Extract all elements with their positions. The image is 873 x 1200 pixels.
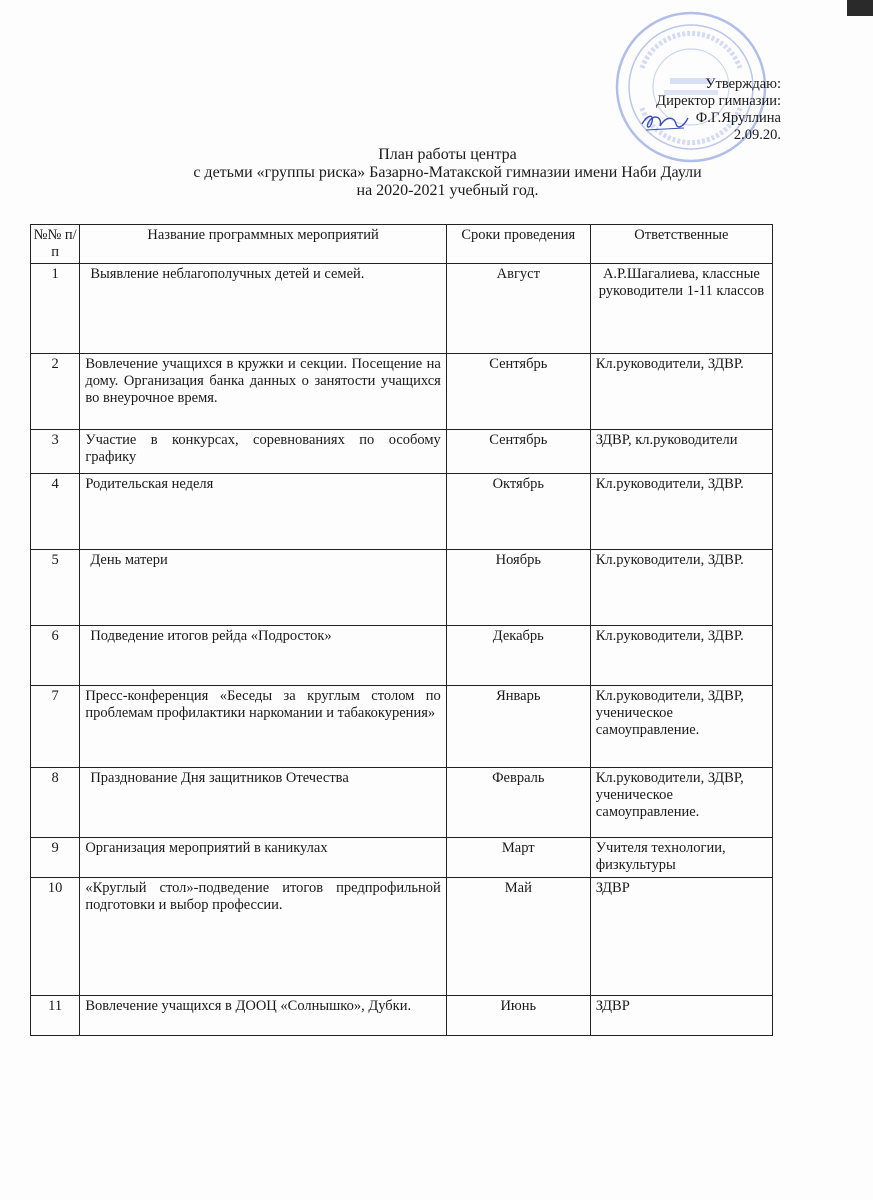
row-number: 10: [31, 878, 80, 996]
row-event: Вовлечение учащихся в ДООЦ «Солнышко», Дубки.: [80, 996, 446, 1036]
table-row: [31, 878, 773, 996]
table-row: [31, 474, 773, 550]
plan-table: [30, 224, 773, 1036]
row-responsible: ЗДВР: [590, 878, 772, 996]
row-date: Июнь: [446, 996, 590, 1036]
row-date: Сентябрь: [446, 430, 590, 474]
row-event: Пресс-конференция «Беседы за круглым столом по проблемам профилактики наркомании и табакокурения»: [80, 686, 446, 768]
row-date: Январь: [446, 686, 590, 768]
row-responsible: Кл.руководители, ЗДВР.: [590, 474, 772, 550]
row-event: Организация мероприятий в каникулах: [80, 838, 446, 878]
row-event: День матери: [80, 550, 446, 626]
row-responsible: Кл.руководители, ЗДВР, ученическое самоуправление.: [590, 768, 772, 838]
scan-edge-mark: [847, 0, 873, 16]
title-line-1: План работы центра: [378, 146, 517, 163]
row-date: Октябрь: [446, 474, 590, 550]
header-responsible: Ответственные: [590, 225, 772, 264]
row-event: Участие в конкурсах, соревнованиях по особому графику: [80, 430, 446, 474]
row-event: Родительская неделя: [80, 474, 446, 550]
header-date: Сроки проведения: [446, 225, 590, 264]
row-number: 2: [31, 354, 80, 430]
row-date: Март: [446, 838, 590, 878]
title-line-3: на 2020-2021 учебный год.: [356, 182, 539, 199]
table-row: [31, 264, 773, 354]
row-number: 5: [31, 550, 80, 626]
row-date: Декабрь: [446, 626, 590, 686]
row-date: Сентябрь: [446, 354, 590, 430]
table-row: [31, 430, 773, 474]
row-date: Август: [446, 264, 590, 354]
header-number: №№ п/п: [31, 225, 80, 264]
row-event: Вовлечение учащихся в кружки и секции. Посещение на дому. Организация банка данных о занятости учащихся во внеурочное время.: [80, 354, 446, 430]
approval-line-4: 2.09.20.: [733, 127, 781, 143]
row-responsible: ЗДВР: [590, 996, 772, 1036]
table-row: [31, 550, 773, 626]
row-number: 3: [31, 430, 80, 474]
document-title: [0, 146, 873, 200]
row-date: Май: [446, 878, 590, 996]
table-row: [31, 996, 773, 1036]
row-responsible: А.Р.Шагалиева, классные руководители 1-11 классов: [590, 264, 772, 354]
approval-line-3: Ф.Г.Яруллина: [695, 110, 781, 126]
row-event: Подведение итогов рейда «Подросток»: [80, 626, 446, 686]
row-responsible: Кл.руководители, ЗДВР.: [590, 550, 772, 626]
row-event: Выявление неблагополучных детей и семей.: [80, 264, 446, 354]
row-date: Февраль: [446, 768, 590, 838]
table-row: [31, 768, 773, 838]
table-header-row: [31, 225, 773, 264]
header-event: Название программных мероприятий: [80, 225, 446, 264]
row-number: 6: [31, 626, 80, 686]
row-number: 7: [31, 686, 80, 768]
row-responsible: Кл.руководители, ЗДВР.: [590, 626, 772, 686]
approval-line-2: Директор гимназии:: [656, 93, 781, 109]
director-signature: [640, 110, 690, 134]
table-row: [31, 626, 773, 686]
row-number: 9: [31, 838, 80, 878]
row-responsible: ЗДВР, кл.руководители: [590, 430, 772, 474]
row-number: 11: [31, 996, 80, 1036]
row-responsible: Кл.руководители, ЗДВР, ученическое самоуправление.: [590, 686, 772, 768]
table-row: [31, 354, 773, 430]
row-event: «Круглый стол»-подведение итогов предпрофильной подготовки и выбор профессии.: [80, 878, 446, 996]
title-line-2: с детьми «группы риска» Базарно-Матакской гимназии имени Наби Даули: [193, 164, 702, 181]
row-date: Ноябрь: [446, 550, 590, 626]
row-number: 4: [31, 474, 80, 550]
row-responsible: Учителя технологии, физкультуры: [590, 838, 772, 878]
table-row: [31, 838, 773, 878]
row-number: 1: [31, 264, 80, 354]
table-row: [31, 686, 773, 768]
row-number: 8: [31, 768, 80, 838]
row-responsible: Кл.руководители, ЗДВР.: [590, 354, 772, 430]
approval-line-1: Утверждаю:: [705, 76, 781, 92]
row-event: Празднование Дня защитников Отечества: [80, 768, 446, 838]
